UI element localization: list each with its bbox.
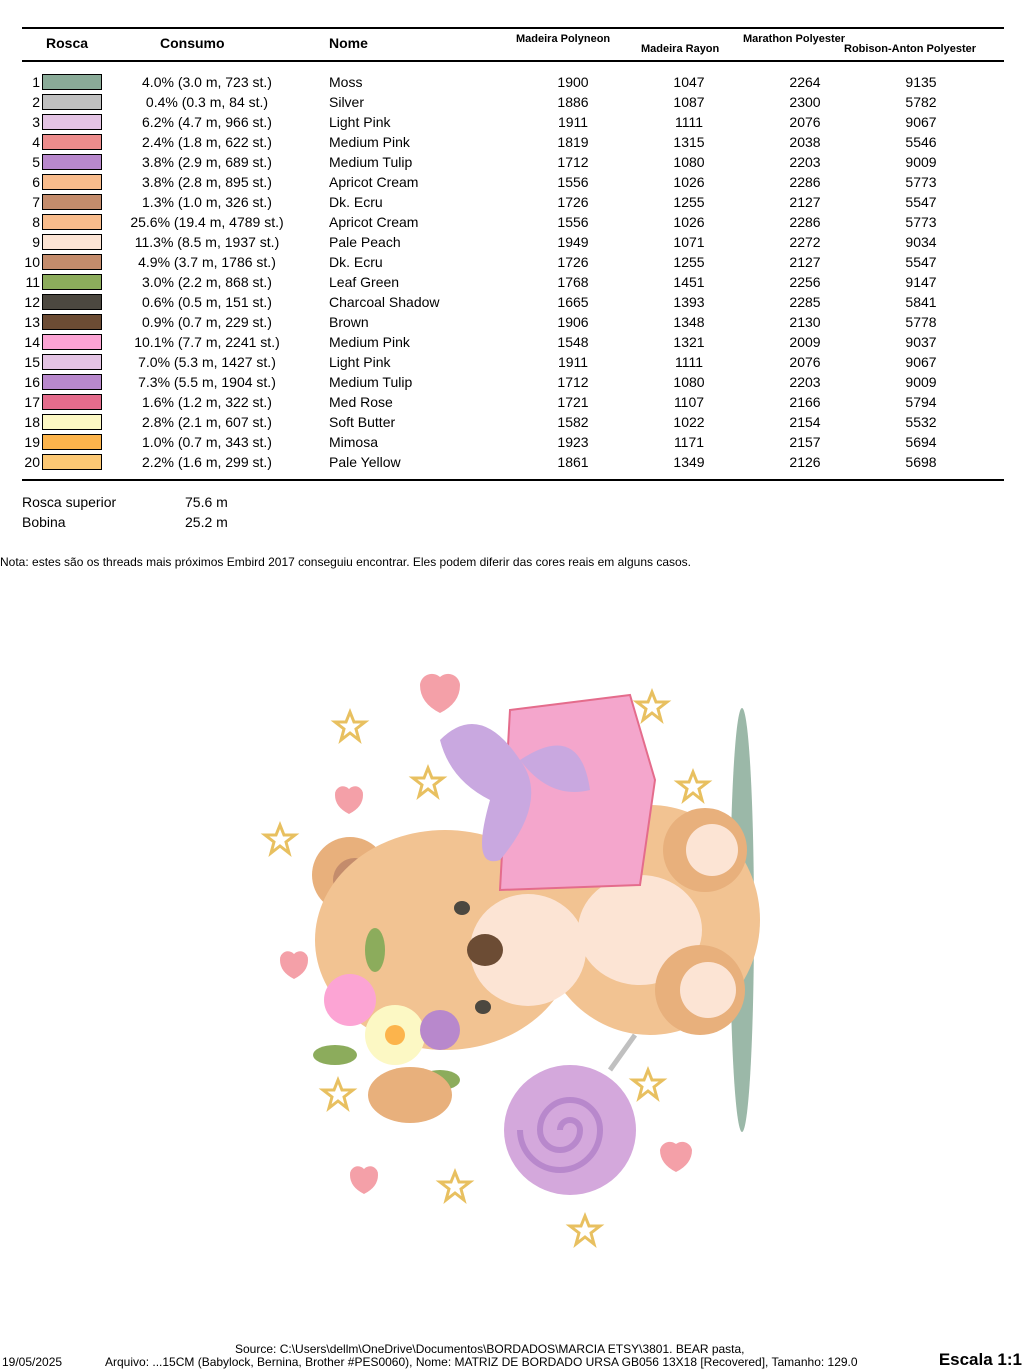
thread-number: 5 [32,154,40,170]
thread-consumption: 1.0% (0.7 m, 343 st.) [142,434,272,450]
color-swatch [42,254,102,270]
thread-number: 2 [32,94,40,110]
color-swatch [42,234,102,250]
madeira-polyneon-code: 1861 [557,454,589,470]
marathon-polyester-code: 2127 [789,194,821,210]
marathon-polyester-code: 2264 [789,74,821,90]
color-swatch [42,114,102,130]
madeira-rayon-code: 1349 [673,454,705,470]
madeira-polyneon-code: 1665 [557,294,589,310]
header-rosca: Rosca [46,35,89,51]
thread-number: 3 [32,114,40,130]
thread-consumption: 2.8% (2.1 m, 607 st.) [142,414,272,430]
thread-number: 10 [24,254,40,270]
thread-name: Apricot Cream [329,214,419,230]
thread-name: Light Pink [329,114,391,130]
robison-anton-polyester-code: 5698 [905,454,937,470]
madeira-rayon-code: 1255 [673,254,705,270]
lollipop-stick [610,1035,635,1070]
table-header-rule [22,60,1004,62]
robison-anton-polyester-code: 9067 [905,354,937,370]
thread-consumption: 3.8% (2.8 m, 895 st.) [142,174,272,190]
robison-anton-polyester-code: 5794 [905,394,937,410]
marathon-polyester-code: 2009 [789,334,821,350]
robison-anton-polyester-code: 5547 [905,194,937,210]
thread-number: 8 [32,214,40,230]
madeira-polyneon-code: 1556 [557,214,589,230]
thread-number: 20 [24,454,40,470]
thread-name: Soft Butter [329,414,396,430]
bear-hand [368,1067,452,1123]
star-8 [633,1070,663,1098]
thread-number: 14 [24,334,40,350]
madeira-rayon-code: 1255 [673,194,705,210]
thread-number: 13 [24,314,40,330]
madeira-polyneon-code: 1548 [557,334,589,350]
madeira-rayon-code: 1071 [673,234,705,250]
heart-decor-3 [280,951,308,979]
thread-name: Moss [329,74,363,90]
thread-number: 19 [24,434,40,450]
table-row [0,172,1024,192]
color-swatch [42,154,102,170]
star-9 [440,1172,470,1200]
thread-name: Mimosa [329,434,379,450]
header-robison-anton-polyester: Robison-Anton Polyester [844,43,977,55]
thread-consumption: 7.3% (5.5 m, 1904 st.) [138,374,276,390]
thread-consumption: 11.3% (8.5 m, 1937 st.) [134,234,280,250]
robison-anton-polyester-code: 9034 [905,234,937,250]
robison-anton-polyester-code: 5778 [905,314,937,330]
table-row [0,392,1024,412]
thread-number: 9 [32,234,40,250]
robison-anton-polyester-code: 5546 [905,134,937,150]
madeira-rayon-code: 1111 [674,114,704,130]
heart-decor-5 [660,1142,692,1172]
marathon-polyester-code: 2300 [789,94,821,110]
thread-consumption: 3.8% (2.9 m, 689 st.) [142,154,272,170]
color-swatch [42,374,102,390]
table-row [0,412,1024,432]
madeira-rayon-code: 1087 [673,94,705,110]
table-row [0,452,1024,472]
thread-name: Medium Pink [329,134,410,150]
marathon-polyester-code: 2286 [789,214,821,230]
thread-number: 18 [24,414,40,430]
table-bottom-rule [22,479,1004,481]
madeira-polyneon-code: 1768 [557,274,589,290]
color-swatch [42,314,102,330]
total-top-thread-value: 75.6 m [185,494,228,510]
madeira-rayon-code: 1022 [673,414,705,430]
table-row [0,312,1024,332]
thread-consumption: 0.6% (0.5 m, 151 st.) [142,294,272,310]
thread-consumption: 4.9% (3.7 m, 1786 st.) [138,254,276,270]
madeira-polyneon-code: 1949 [557,234,589,250]
marathon-polyester-code: 2076 [789,354,821,370]
table-row [0,352,1024,372]
marathon-polyester-code: 2166 [789,394,821,410]
marathon-polyester-code: 2203 [789,154,821,170]
bouquet-leaf-3 [365,928,385,972]
table-row [0,92,1024,112]
footer-file: Arquivo: ...15CM (Babylock, Bernina, Brother #PES0060), Nome: MATRIZ DE BORDADO URSA GB056 13X18 [Recovered], Tamanho: 129.0 [105,1355,858,1369]
madeira-polyneon-code: 1923 [557,434,589,450]
madeira-polyneon-code: 1906 [557,314,589,330]
header-nome: Nome [329,35,368,51]
robison-anton-polyester-code: 5773 [905,174,937,190]
thread-name: Silver [329,94,365,110]
footer-date: 19/05/2025 [2,1355,63,1369]
thread-name: Leaf Green [329,274,400,290]
thread-consumption: 2.2% (1.6 m, 299 st.) [142,454,272,470]
madeira-polyneon-code: 1886 [557,94,589,110]
color-swatch [42,394,102,410]
star-6 [323,1080,353,1108]
thread-name: Medium Tulip [329,154,413,170]
lollipop [504,1065,636,1195]
thread-consumption: 10.1% (7.7 m, 2241 st.) [134,334,280,350]
madeira-polyneon-code: 1900 [557,74,589,90]
thread-number: 6 [32,174,40,190]
heart-decor-2 [335,786,363,814]
bouquet-leaf [313,1045,357,1065]
table-row [0,272,1024,292]
robison-anton-polyester-code: 9067 [905,114,937,130]
marathon-polyester-code: 2272 [789,234,821,250]
table-row [0,192,1024,212]
footer-scale: Escala 1:1 [938,1350,1022,1369]
thread-name: Light Pink [329,354,391,370]
madeira-polyneon-code: 1819 [557,134,589,150]
table-row [0,212,1024,232]
table-row [0,372,1024,392]
thread-number: 15 [24,354,40,370]
madeira-rayon-code: 1107 [673,394,705,410]
header-madeira-rayon: Madeira Rayon [641,43,720,55]
table-row [0,132,1024,152]
star-2 [413,768,443,796]
thread-consumption: 1.3% (1.0 m, 326 st.) [142,194,272,210]
robison-anton-polyester-code: 9147 [905,274,937,290]
marathon-polyester-code: 2157 [789,434,821,450]
thread-number: 4 [32,134,40,150]
thread-consumption: 7.0% (5.3 m, 1427 st.) [138,354,276,370]
table-row [0,112,1024,132]
marathon-polyester-code: 2286 [789,174,821,190]
thread-consumption: 3.0% (2.2 m, 868 st.) [142,274,272,290]
madeira-polyneon-code: 1911 [557,354,589,370]
thread-name: Pale Yellow [329,454,401,470]
table-row [0,432,1024,452]
thread-name: Dk. Ecru [329,254,383,270]
thread-consumption: 2.4% (1.8 m, 622 st.) [142,134,272,150]
thread-consumption: 0.9% (0.7 m, 229 st.) [142,314,272,330]
table-row [0,252,1024,272]
marathon-polyester-code: 2076 [789,114,821,130]
marathon-polyester-code: 2127 [789,254,821,270]
table-top-rule [22,27,1004,29]
thread-number: 1 [32,74,40,90]
embroidery-design-preview [250,650,770,1250]
table-row [0,232,1024,252]
marathon-polyester-code: 2154 [789,414,821,430]
star-4 [678,772,708,800]
header-madeira-polyneon: Madeira Polyneon [516,33,611,45]
bear-eye [454,901,470,915]
thread-consumption: 6.2% (4.7 m, 966 st.) [142,114,272,130]
madeira-polyneon-code: 1582 [557,414,589,430]
madeira-rayon-code: 1111 [674,354,704,370]
marathon-polyester-code: 2256 [789,274,821,290]
madeira-rayon-code: 1451 [673,274,705,290]
thread-name: Apricot Cream [329,174,419,190]
color-swatch [42,434,102,450]
robison-anton-polyester-code: 5782 [905,94,937,110]
madeira-rayon-code: 1393 [673,294,705,310]
thread-name: Brown [329,314,369,330]
madeira-rayon-code: 1080 [673,154,705,170]
marathon-polyester-code: 2285 [789,294,821,310]
thread-consumption: 25.6% (19.4 m, 4789 st.) [130,214,284,230]
total-bobbin-label: Bobina [22,514,66,530]
madeira-polyneon-code: 1721 [557,394,589,410]
star-1 [335,712,365,740]
thread-name: Medium Tulip [329,374,413,390]
madeira-rayon-code: 1348 [673,314,705,330]
color-swatch [42,74,102,90]
madeira-polyneon-code: 1712 [557,374,589,390]
thread-name: Med Rose [329,394,393,410]
marathon-polyester-code: 2203 [789,374,821,390]
total-bobbin-value: 25.2 m [185,514,228,530]
color-swatch [42,354,102,370]
robison-anton-polyester-code: 9135 [905,74,937,90]
bear-paw-top-pad [686,824,738,876]
color-swatch [42,174,102,190]
thread-consumption: 4.0% (3.0 m, 723 st.) [142,74,272,90]
color-swatch [42,334,102,350]
madeira-rayon-code: 1321 [673,334,705,350]
thread-number: 7 [32,194,40,210]
robison-anton-polyester-code: 5532 [905,414,937,430]
color-swatch [42,274,102,290]
color-swatch [42,294,102,310]
thread-consumption: 1.6% (1.2 m, 322 st.) [142,394,272,410]
robison-anton-polyester-code: 5773 [905,214,937,230]
heart-decor [420,674,460,713]
madeira-rayon-code: 1315 [673,134,705,150]
robison-anton-polyester-code: 9009 [905,374,937,390]
bear-paw-bottom-pad [680,962,736,1018]
heart-decor-4 [350,1166,378,1194]
robison-anton-polyester-code: 5547 [905,254,937,270]
header-consumo: Consumo [160,35,225,51]
madeira-rayon-code: 1047 [673,74,705,90]
color-swatch [42,94,102,110]
madeira-polyneon-code: 1726 [557,254,589,270]
madeira-rayon-code: 1080 [673,374,705,390]
flower-tulip [420,1010,460,1050]
color-swatch [42,214,102,230]
thread-name: Pale Peach [329,234,401,250]
marathon-polyester-code: 2038 [789,134,821,150]
thread-consumption: 0.4% (0.3 m, 84 st.) [145,94,269,110]
thread-number: 16 [24,374,40,390]
total-top-thread-label: Rosca superior [22,494,117,510]
bear-eye-2 [475,1000,491,1014]
thread-number: 11 [25,274,40,290]
robison-anton-polyester-code: 9009 [905,154,937,170]
madeira-polyneon-code: 1556 [557,174,589,190]
footer-source: Source: C:\Users\dellm\OneDrive\Documentos\BORDADOS\MARCIA ETSY\3801. BEAR pasta, [235,1342,745,1356]
madeira-rayon-code: 1026 [673,214,705,230]
madeira-rayon-code: 1026 [673,174,705,190]
robison-anton-polyester-code: 5841 [905,294,937,310]
star-3 [637,692,667,720]
color-swatch [42,414,102,430]
thread-name: Dk. Ecru [329,194,383,210]
star-5 [265,825,295,853]
marathon-polyester-code: 2130 [789,314,821,330]
flower-pink [324,974,376,1026]
table-row [0,152,1024,172]
madeira-polyneon-code: 1726 [557,194,589,210]
bear-nose [467,934,503,966]
table-row [0,292,1024,312]
star-10 [570,1216,600,1244]
thread-name: Charcoal Shadow [329,294,440,310]
flower-daisy-center [385,1025,405,1045]
marathon-polyester-code: 2126 [789,454,821,470]
thread-number: 12 [24,294,40,310]
color-swatch [42,134,102,150]
madeira-rayon-code: 1171 [673,434,705,450]
madeira-polyneon-code: 1712 [557,154,589,170]
robison-anton-polyester-code: 5694 [905,434,937,450]
color-swatch [42,194,102,210]
thread-note: Nota: estes são os threads mais próximos Embird 2017 conseguiu encontrar. Eles podem diferir das cores reais em alguns casos. [0,555,692,569]
thread-number: 17 [24,394,40,410]
table-row [0,72,1024,92]
table-row [0,332,1024,352]
color-swatch [42,454,102,470]
header-marathon-polyester: Marathon Polyester [743,33,846,45]
thread-name: Medium Pink [329,334,410,350]
madeira-polyneon-code: 1911 [557,114,589,130]
robison-anton-polyester-code: 9037 [905,334,937,350]
